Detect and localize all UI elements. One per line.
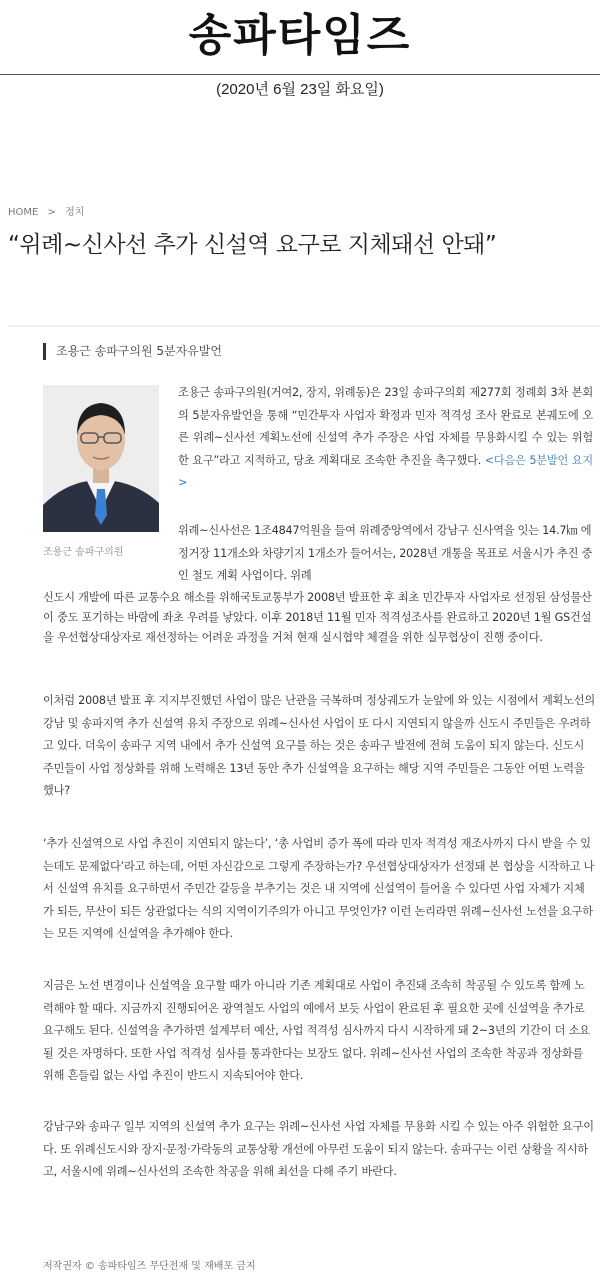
breadcrumb-home[interactable]: HOME: [8, 207, 39, 218]
masthead-rule: [0, 74, 600, 75]
article-paragraph-6: 강남구와 송파구 일부 지역의 신설역 추가 요구는 위례~신사선 사업 자체를 무용화 시킬 수 있는 아주 위험한 요구이다. 또 위례신도시와 장지·문정·가락동의 교통상황 개선에 아무런 도움이 되지 않는다. 송파구는 이런 상황을 직시하고, 서울시에 위례~신사선의 조속한 착공을 위해 최선을 다해 주기 바란다.: [43, 1120, 594, 1178]
article-paragraph-3: 이처럼 2008년 발표 후 지지부진했던 사업이 많은 난관을 극복하며 정상궤도가 눈앞에 와 있는 시점에서 계획노선의 강남 및 송파지역 추가 신설역 유치 주장으로 위례~신사선 사업이 또 다시 지연되지 않을까 신도시 주민들은 우려하고 있다. 더욱이 송파구 지역 내에서 추가 신설역 요구를 하는 것은 송파구 발전에 전혀 도움이 되지 않는다. 신도시 주민들이 사업 정상화를 위해 노력해온 13년 동안 추가 신설역을 요구하는 해당 지역 주민들은 그동안 어떤 노력을 했나?: [43, 694, 595, 797]
breadcrumb: [8, 203, 90, 218]
article-paragraph-2-top: 위례~신사선은 1조4847억원을 들여 위례중앙역에서 강남구 신사역을 잇는 14.7㎞ 에 정거장 11개소와 차량기지 1개소가 들어서는, 2028년 개통을 목표로 서울시가 추진 중인 철도 계획 사업이다. 위례: [178, 524, 593, 582]
article-paragraph-2-bottom: 신도시 개발에 따른 교통수요 해소를 위해국토교통부가 2008년 발표한 후 최초 민간투자 사업자로 선정된 삼성물산이 중도 포기하는 바람에 좌초 우려를 낳았다. 이후 2018년 11월 민자 적격성조사를 완료하고 2020년 1월 GS건설을 우선협상대상자로 재선정하는 어려운 과정을 거쳐 현재 실시협약 체결을 위한 실무협상이 진행 중이다.: [43, 591, 592, 644]
photo-caption: 조용근 송파구의원: [43, 547, 124, 558]
article-lead: [178, 382, 593, 495]
councilor-photo: [43, 385, 159, 532]
article-paragraph-4: ‘추가 신설역으로 사업 추진이 지연되지 않는다’, ‘총 사업비 증가 폭에 따라 민자 적격성 재조사까지 다시 받을 수 있는데도 문제없다’라고 하는데, 어떤 자신감으로 그렇게 주장하는가? 우선협상대상자가 선정돼 본 협상을 시작하고 나서 신설역 유치를 요구하면서 주민간 갈등을 부추기는 것은 내 지역에 신설역이 들어올 수 있다면 사업 자체가 지체가 되든, 무산이 되든 상관없다는 식의 지역이기주의가 아니고 무엇인가? 이런 논리라면 위례~신사선 노선을 요구하는 모든 지역에 신설역을 추가해야 한다.: [43, 837, 595, 940]
article-paragraph-5: 지금은 노선 변경이나 신설역을 요구할 때가 아니라 기존 계획대로 사업이 추진돼 조속히 착공될 수 있도록 함께 노력해야 할 때다. 지금까지 진행되어온 광역철도 사업의 예에서 보듯 사업이 완료된 후 필요한 곳에 신설역을 추가로 요구해도 된다. 신설역을 추가하면 설계부터 예산, 사업 적격성 심사까지 다시 시작하게 돼 2~3년의 기간이 더 소요될 것은 자명하다. 또한 사업 적격성 심사를 통과한다는 보장도 없다. 위례~신사선 사업의 조속한 착공과 정상화를 위해 흔들림 없는 사업 추진이 반드시 지속되어야 한다.: [43, 979, 590, 1082]
breadcrumb-separator-icon: >: [47, 207, 56, 218]
dateline: (2020년 6월 23일 화요일): [216, 81, 384, 98]
article-subhead: 조용근 송파구의원 5분자유발언: [43, 343, 222, 360]
lead-text: 조용근 송파구의원(거여2, 장지, 위례동)은 23일 송파구의회 제277회 정례회 3차 본회의 5분자유발언을 통해 “민간투자 사업자 확정과 민자 적격성 조사 완료로 본궤도에 오른 위례~신사선 계획노선에 신설역 추가 주장은 사업 자체를 무용화시킬 수 있는 위험한 요구”라고 지적하고, 당초 계획대로 조속한 추진을 촉구했다.: [178, 386, 593, 467]
speech-summary-link[interactable]: <다음은 5분발언 요지>: [178, 453, 593, 489]
copyright-notice: 저작권자 © 송파타임즈 무단전재 및 재배포 금지: [43, 1261, 256, 1272]
newspaper-logo: 송파타임즈: [188, 10, 412, 61]
breadcrumb-section[interactable]: 정치: [65, 207, 85, 218]
article-headline: “위례~신사선 추가 신설역 요구로 지체돼선 안돼”: [8, 232, 497, 258]
portrait-image: [43, 385, 159, 532]
header-divider: [8, 325, 600, 327]
masthead: [0, 0, 600, 75]
